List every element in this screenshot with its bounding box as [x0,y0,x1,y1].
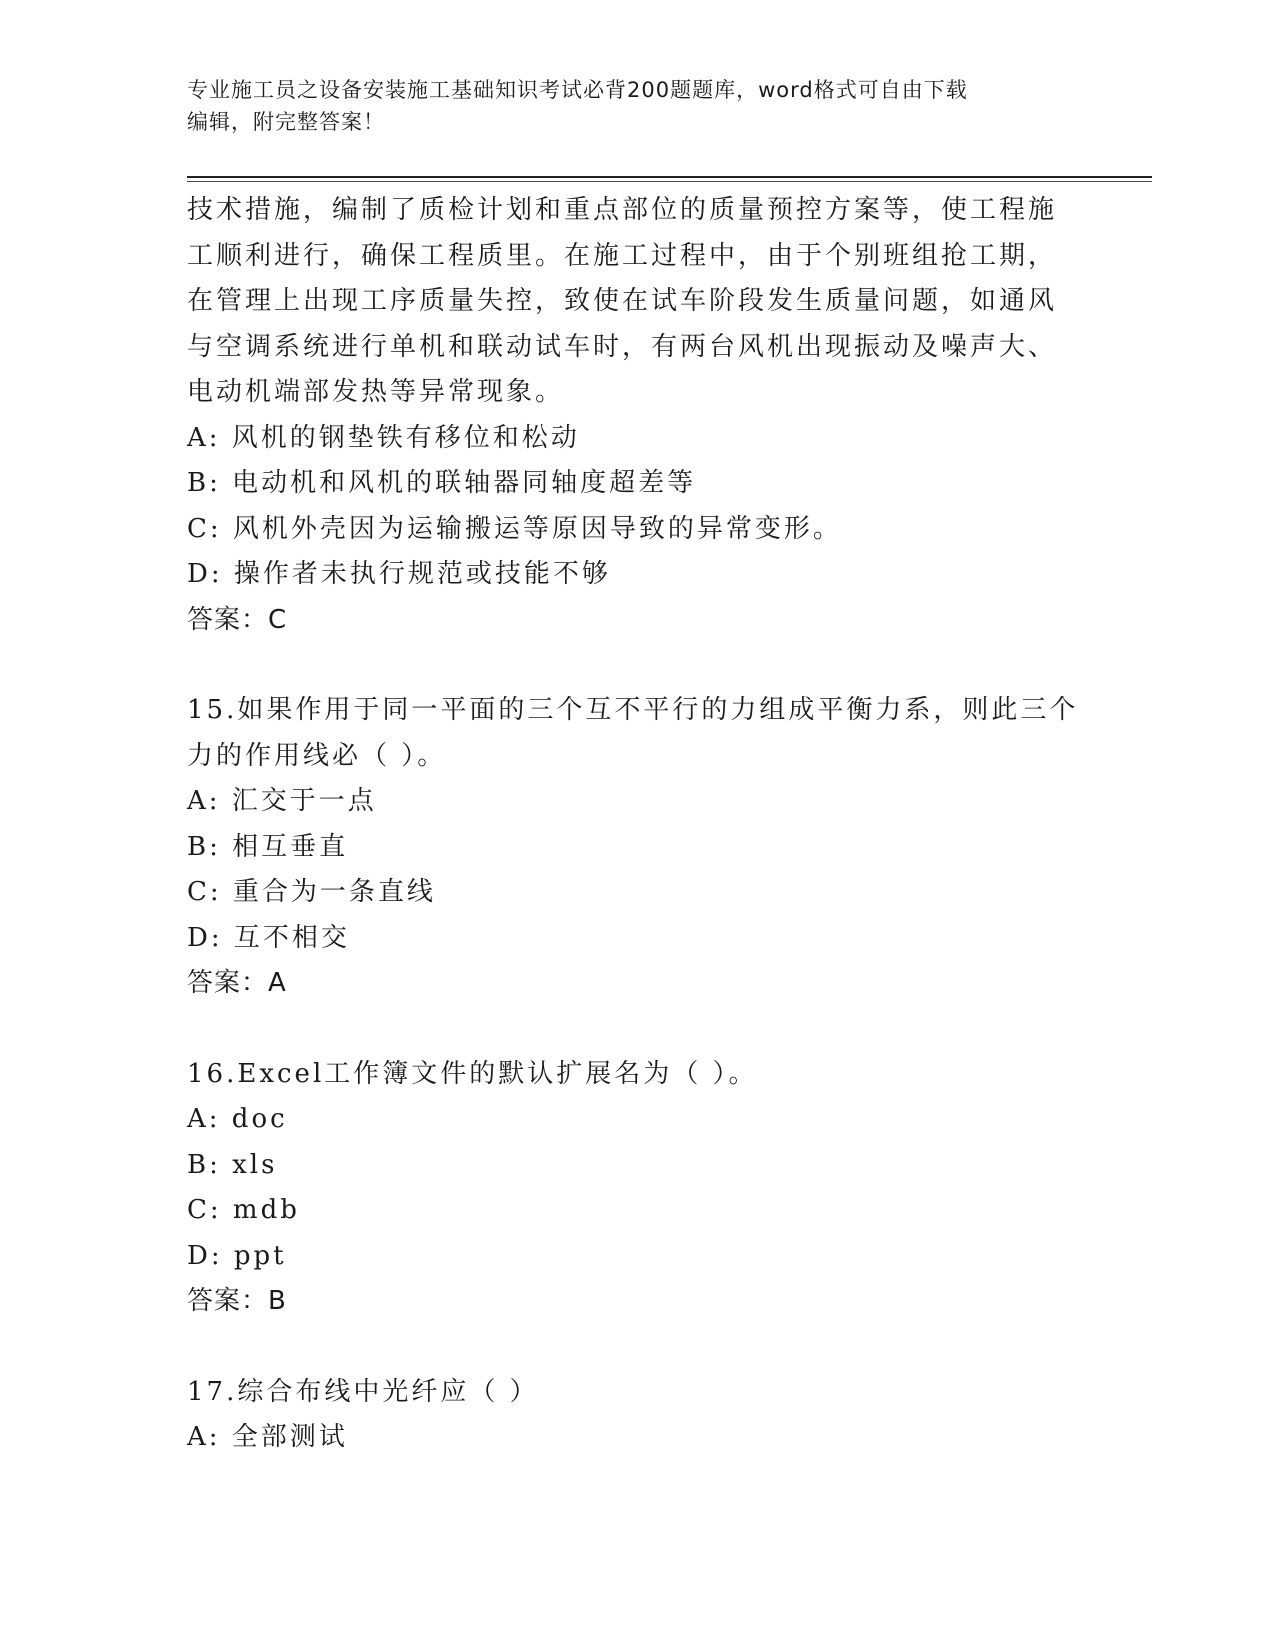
header-rule-thick [187,176,1152,178]
question-14-option-b: B: 电动机和风机的联轴器同轴度超差等 [187,468,697,498]
question-14 [187,188,1087,643]
question-16-option-c: C: mdb [187,1195,300,1225]
question-15-answer: 答案：A [187,968,287,998]
question-15-option-d: D: 互不相交 [187,922,350,953]
page-header [187,74,1067,138]
question-16-answer: 答案：B [187,1286,287,1316]
question-16-option-d: D: ppt [187,1240,287,1271]
question-16-stem-line: 16.Excel工作簿文件的默认扩展名为（ ）。 [187,1058,758,1089]
question-16 [187,1052,1087,1325]
question-16-option-a: A: doc [187,1104,288,1134]
question-14-stem-line: 与空调系统进行单机和联动试车时，有两台风机出现振动及噪声大、 [187,331,1058,362]
question-15-option-c: C: 重合为一条直线 [187,877,436,907]
question-16-option-b: B: xls [187,1149,278,1180]
header-rule-thin [187,181,1152,182]
question-spacer [187,1007,1087,1052]
question-14-stem-line: 技术措施，编制了质检计划和重点部位的质量预控方案等，使工程施 [187,195,1058,225]
question-spacer [187,643,1087,688]
question-14-answer: 答案：C [187,604,288,635]
question-content [187,188,1087,1461]
question-spacer [187,1325,1087,1370]
question-15-option-a: A: 汇交于一点 [187,786,377,816]
header-line-2: 编辑，附完整答案！ [187,110,385,134]
question-14-stem-line: 工顺利进行，确保工程质里。在施工过程中，由于个别班组抢工期， [187,240,1058,271]
question-14-option-d: D: 操作者未执行规范或技能不够 [187,559,611,589]
question-14-option-c: C: 风机外壳因为运输搬运等原因导致的异常变形。 [187,513,842,544]
question-15-stem-line: 力的作用线必（ ）。 [187,740,447,771]
question-14-stem-line: 在管理上出现工序质量失控，致使在试车阶段发生质量问题，如通风 [187,286,1058,316]
question-14-option-a: A: 风机的钢垫铁有移位和松动 [187,422,580,453]
header-line-1: 专业施工员之设备安装施工基础知识考试必背200题题库，word格式可自由下载 [187,78,968,102]
question-17 [187,1370,1087,1461]
question-17-stem-line: 17.综合布线中光纤应（ ） [187,1376,539,1407]
question-14-stem-line: 电动机端部发热等异常现象。 [187,377,565,407]
question-15-option-b: B: 相互垂直 [187,831,349,862]
question-17-option-a: A: 全部测试 [187,1422,348,1452]
question-15-stem-line: 15.如果作用于同一平面的三个互不平行的力组成平衡力系，则此三个 [187,695,1079,725]
question-15 [187,688,1087,1007]
